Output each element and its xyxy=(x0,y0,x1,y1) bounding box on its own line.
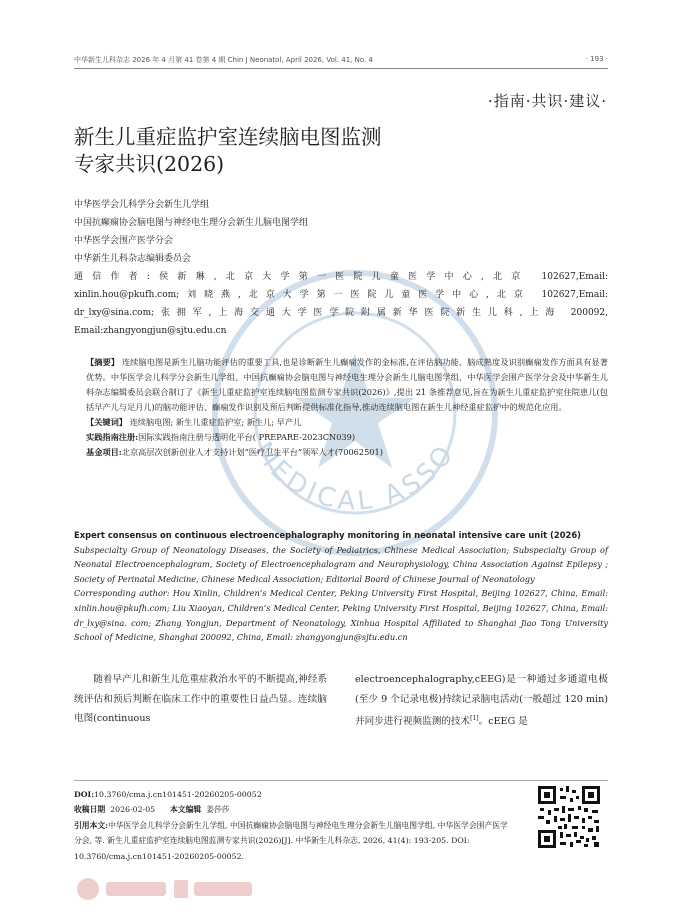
funding-label: 基金项目: xyxy=(86,447,122,457)
english-abstract-header xyxy=(74,528,608,645)
footnote-rule xyxy=(74,780,608,781)
body-column-right xyxy=(355,670,608,732)
header-rule xyxy=(74,68,608,69)
author-group: 中华新生儿科杂志编辑委员会 xyxy=(74,254,192,264)
english-title: Expert consensus on continuous electroencephalography monitoring in neonatal intensive care unit (2026) xyxy=(74,530,581,540)
keywords-label: 【关键词】 xyxy=(86,417,127,427)
abstract-text: 连续脑电图是新生儿脑功能评估的重要工具,也是诊断新生儿癫痫发作的金标准,在评估脑功能、脑成熟度及识别癫痫发作方面具有显著优势。中华医学会儿科学分会新生儿学组、中国抗癫痫协会脑电图与神经电生理分会新生儿脑电图学组、中华医学会围产医学分会及中华新生儿科杂志编辑委员会联合制订了《新生儿重症监护室连续脑电图监测专家共识(2026)》,提出 21 条推荐意见,旨在为新生儿重症监护室住院患儿(包括早产儿与足月儿)的脑功能评估、癫痫发作识别及预后判断提供标准化指导,推动连续脑电图在新生儿神经重症监护中的规范化应用。 xyxy=(86,357,608,412)
author-group: 中华医学会儿科学分会新生儿学组 xyxy=(74,200,210,210)
funding: 北京高层次创新创业人才支持计划“医疗卫生平台”领军人才(70062501) xyxy=(121,447,383,457)
doi[interactable]: 10.3760/cma.j.cn101451-20260205-00052 xyxy=(94,790,262,799)
keywords-line xyxy=(86,415,608,430)
reference-marker[interactable]: [1] xyxy=(470,715,479,722)
author-group: 中华医学会围产医学分会 xyxy=(74,236,174,246)
qr-code[interactable] xyxy=(536,784,602,850)
journal-citation-header: 中华新生儿科杂志 2026 年 4 月第 41 卷第 4 期 Chin J Neonatol, April 2026, Vol. 41, No. 4 xyxy=(74,56,373,64)
page-number: · 193 · xyxy=(585,55,608,63)
corresponding-author-line: Email:zhangyongjun@sjtu.edu.cn xyxy=(74,326,227,336)
article-meta xyxy=(74,787,510,864)
citation-line xyxy=(74,818,510,864)
received-label: 收稿日期 xyxy=(74,805,106,815)
body-paragraph-tail: 。cEEG 是 xyxy=(478,716,528,728)
title-line-1: 新生儿重症监护室连续脑电图监测 xyxy=(74,125,382,149)
article-title xyxy=(74,124,382,178)
publisher-logo-watermark xyxy=(74,874,264,904)
citation-label: 引用本文: xyxy=(74,820,109,830)
chinese-abstract xyxy=(86,355,608,460)
body-column-left xyxy=(74,670,327,729)
registry: 国际实践指南注册与透明化平台( PREPARE-2023CN039) xyxy=(138,432,356,442)
keywords: 连续脑电图; 新生儿重症监护室; 新生儿; 早产儿 xyxy=(129,417,302,427)
author-block xyxy=(74,196,608,340)
svg-text:MEDICAL ASSO: MEDICAL ASSO xyxy=(247,436,462,517)
funding-line xyxy=(86,445,608,460)
registry-label: 实践指南注册: xyxy=(86,432,139,442)
registry-line xyxy=(86,430,608,445)
corresponding-author-line: xinlin.hou@pkufh.com;刘晓燕,北京大学第一医院儿童医学中心,北京 102627,Email: xyxy=(74,290,608,300)
body-paragraph: electroencephalography,cEEG)是一种通过多通道电极(至少 9 个记录电极)持续记录脑电活动(一般超过 120 min)并同步进行视频监测的技术 xyxy=(355,674,608,728)
english-corresponding: Corresponding author: Hou Xinlin, Children’s Medical Center, Peking University First Hospital, Beijing 102627, China, Email: xinlin.hou@pkufh.com; Liu Xiaoyan, Children’s Medical Center, Peking University First Hospital, Beijing 102627, China, Email: dr_lxy@sina. com; Zhang Yongjun, Department of Neonatology, Xinhua Hospital Affiliated to Shanghai Jiao Tong University School of Medicine, Shanghai 200092, China, Email: zhangyongjun@sjtu.edu.cn xyxy=(74,588,608,643)
editor-label: 本文编辑 xyxy=(170,805,202,815)
corresponding-author-line: dr_lxy@sina.com;张拥军,上海交通大学医学院附属新华医院新生儿科,上海 200092, xyxy=(74,308,608,318)
author-group: 中国抗癫痫协会脑电图与神经电生理分会新生儿脑电图学组 xyxy=(74,218,309,228)
article-category: ·指南·共识·建议· xyxy=(487,92,607,110)
abstract-label: 【摘要】 xyxy=(86,357,120,367)
corresponding-author-line: 通信作者:侯新琳,北京大学第一医院儿童医学中心,北京 102627,Email: xyxy=(74,272,608,282)
doi-line xyxy=(74,787,510,802)
abstract-paragraph xyxy=(86,355,608,415)
citation: 中华医学会儿科学分会新生儿学组, 中国抗癫痫协会脑电图与神经电生理分会新生儿脑电图学组, 中华医学会围产医学分会, 等. 新生儿重症监护室连续脑电图监测专家共识(2026)[J]. 中华新生儿科杂志, 2026, 41(4): 193-205. DOI: 10.3760/cma.j.cn101451-20260205-00052. xyxy=(74,820,508,861)
doi-label: DOI: xyxy=(74,790,95,799)
body-paragraph: 随着早产儿和新生儿危重症救治水平的不断提高,神经系统评估和预后判断在临床工作中的重要性日益凸显。连续脑电图(continuous xyxy=(74,674,327,724)
title-line-2: 专家共识(2026) xyxy=(74,152,225,176)
received-line xyxy=(74,802,510,817)
received-date: 2026-02-05 xyxy=(110,805,156,815)
english-authors: Subspecialty Group of Neonatology Diseases, the Society of Pediatrics, Chinese Medical Association; Subspecialty Group of Neonatal Electroencephalogram, Society of Electroencephalogram and Neurophysiology, China Association Against Epilepsy ; Society of Perinatal Medicine, Chinese Medical Association; Editorial Board of Chinese Journal of Neonatology xyxy=(74,544,608,584)
editor: 姜莎莎 xyxy=(206,805,230,815)
